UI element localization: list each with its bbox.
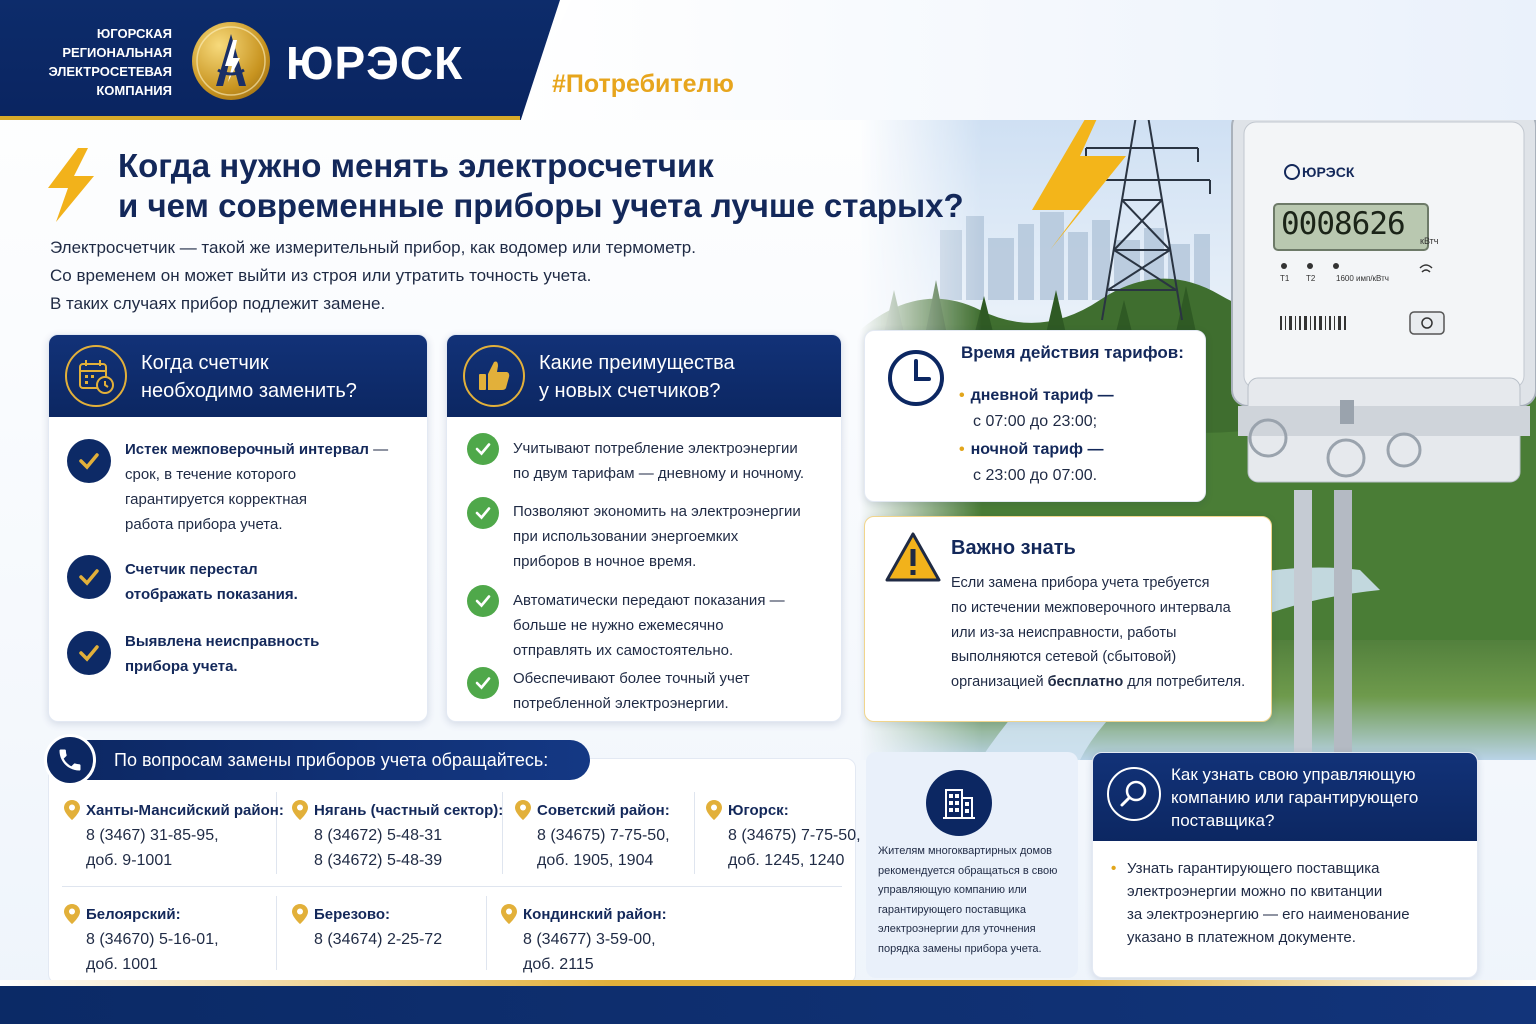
intro-line: Со временем он может выйти из строя или утратить точность учета. <box>50 266 592 285</box>
benefit-line: Позволяют экономить на электроэнергии <box>513 503 801 520</box>
calendar-clock-icon <box>65 345 127 407</box>
replace-reason-line: гарантируется корректная <box>125 491 307 508</box>
contact-kondinsky <box>523 902 667 977</box>
phone-icon <box>44 734 96 786</box>
location-pin-icon <box>64 800 80 820</box>
important-card <box>864 516 1272 722</box>
benefit-line: Автоматически передают показания — <box>513 592 785 609</box>
replace-reason-interval <box>125 437 425 537</box>
bullet: • <box>959 387 965 404</box>
important-text <box>951 571 1267 695</box>
replace-reason-fault <box>125 629 425 679</box>
contact-name: Кондинский район: <box>523 906 667 923</box>
meter-impulse-label: 1600 имп/кВтч <box>1336 274 1389 283</box>
day-tariff-time: с 07:00 до 23:00; <box>973 413 1098 430</box>
location-pin-icon <box>515 800 531 820</box>
management-line: за электроэнергию — его наименование <box>1127 906 1410 923</box>
important-line: организацией <box>951 674 1048 691</box>
intro-line: В таких случаях прибор подлежит замене. <box>50 294 386 313</box>
benefit-line: при использовании энергоемких <box>513 528 739 545</box>
divider <box>62 886 842 887</box>
benefits-card-title-line: у новых счетчиков? <box>539 380 721 402</box>
meter-unit: кВтч <box>1420 236 1439 246</box>
contact-name: Ханты-Мансийский район: <box>86 802 284 819</box>
contact-phone: 8 (34675) 7-75-50, <box>537 827 670 844</box>
benefit-line: приборов в ночное время. <box>513 553 697 570</box>
contact-beloyarsky <box>86 902 219 977</box>
contact-name: Нягань (частный сектор): <box>314 802 504 819</box>
contact-phone: 8 (34672) 5-48-31 <box>314 827 443 844</box>
management-line: электроэнергии можно по квитанции <box>1127 883 1383 900</box>
benefit-line: потребленной электроэнергии. <box>513 695 729 712</box>
contacts-title: По вопросам замены приборов учета обращайтесь: <box>48 740 590 780</box>
bullet: • <box>1111 860 1117 877</box>
benefit-line: Учитывают потребление электроэнергии <box>513 440 798 457</box>
divider <box>486 896 487 970</box>
divider <box>694 792 695 874</box>
replace-reason-bold: Счетчик перестал <box>125 561 258 578</box>
benefit-line: отправлять их самостоятельно. <box>513 642 734 659</box>
warning-icon <box>885 531 941 583</box>
important-title: Важно знать <box>951 537 1076 559</box>
check-icon <box>467 667 499 699</box>
contact-phone: доб. 9-1001 <box>86 852 173 869</box>
contact-phone: 8 (34677) 3-59-00, <box>523 931 656 948</box>
company-name <box>30 24 172 100</box>
replace-reason-line: работа прибора учета. <box>125 516 283 533</box>
benefit-item <box>513 666 833 716</box>
apartment-residents-line: Жителям многоквартирных домов <box>878 845 1053 857</box>
night-tariff-label: ночной тариф — <box>970 441 1104 458</box>
meter-reading: 0008626 <box>1281 206 1405 242</box>
contact-sovetsky <box>537 798 670 873</box>
contact-name: Березово: <box>314 906 391 923</box>
contact-phone: доб. 2115 <box>523 956 594 973</box>
meter-t1-label: T1 <box>1280 274 1290 283</box>
building-icon <box>926 770 992 836</box>
location-pin-icon <box>292 800 308 820</box>
apartment-residents-line: порядка замены прибора учета. <box>878 942 1042 955</box>
benefit-line: Обеспечивают более точный учет <box>513 670 750 687</box>
company-name-line: РЕГИОНАЛЬНАЯ <box>62 45 172 60</box>
replace-card <box>48 334 428 722</box>
replace-reason-bold: отображать показания. <box>125 586 298 603</box>
meter-t2-label: T2 <box>1306 274 1316 283</box>
replace-reason-no-display <box>125 557 425 607</box>
benefits-card-header <box>447 335 841 417</box>
important-line: или из-за неисправности, работы <box>951 624 1177 641</box>
management-card-title-line: компанию или гарантирующего <box>1171 788 1419 807</box>
contact-phone: доб. 1001 <box>86 956 158 973</box>
benefits-card-title-line: Какие преимущества <box>539 352 735 374</box>
check-icon <box>67 555 111 599</box>
important-bold-free: бесплатно <box>1047 674 1124 691</box>
night-tariff-time: с 23:00 до 07:00. <box>973 467 1098 484</box>
contact-berezovo <box>314 902 442 952</box>
company-name-line: ЮГОРСКАЯ <box>96 26 172 41</box>
intro-text <box>50 234 830 318</box>
replace-card-title <box>141 349 357 405</box>
contact-khanty-mansiysk <box>86 798 284 873</box>
replace-card-header <box>49 335 427 417</box>
header-gold-stripe <box>0 116 520 120</box>
apartment-residents-text <box>878 842 1074 959</box>
location-pin-icon <box>706 800 722 820</box>
meter-brand: ЮРЭСК <box>1302 164 1355 180</box>
check-icon <box>467 433 499 465</box>
clock-icon <box>885 347 947 409</box>
contact-name: Советский район: <box>537 802 670 819</box>
contact-phone: 8 (3467) 31-85-95, <box>86 827 219 844</box>
contact-phone: 8 (34672) 5-48-39 <box>314 852 443 869</box>
hashtag: #Потребителю <box>552 70 734 98</box>
benefit-item <box>513 588 833 663</box>
apartment-residents-line: гарантирующего поставщика <box>878 903 1026 916</box>
important-line: Если замена прибора учета требуется <box>951 575 1210 591</box>
day-tariff-label: дневной тариф — <box>970 387 1114 404</box>
important-line: по истечении межповерочного интервала <box>951 599 1231 616</box>
check-icon <box>467 585 499 617</box>
tariff-title: Время действия тарифов: <box>961 343 1184 362</box>
company-logo-icon <box>192 22 270 100</box>
thumbs-up-icon <box>463 345 525 407</box>
page-title-line: и чем современные приборы учета лучше старых? <box>118 187 964 224</box>
intro-line: Электросчетчик — такой же измерительный прибор, как водомер или термометр. <box>50 238 696 257</box>
benefit-item <box>513 499 833 574</box>
management-card-title <box>1171 763 1418 832</box>
bullet: • <box>959 441 965 458</box>
replace-card-title-line: необходимо заменить? <box>141 380 357 402</box>
tariff-list <box>959 383 1114 489</box>
replace-reason-bold: Истек межповерочный интервал <box>125 441 369 458</box>
company-name-line: КОМПАНИЯ <box>96 83 172 98</box>
contact-phone: доб. 1245, 1240 <box>728 852 845 869</box>
location-pin-icon <box>501 904 517 924</box>
benefits-card <box>446 334 842 722</box>
apartment-residents-line: электроэнергии для уточнения <box>878 923 1036 935</box>
header-background-light <box>520 0 1536 120</box>
apartment-residents-line: рекомендуется обращаться в свою <box>878 864 1058 877</box>
replace-reason-bold: прибора учета. <box>125 658 238 675</box>
benefit-line: по двум тарифам — дневному и ночному. <box>513 465 804 482</box>
important-line: выполняются сетевой (сбытовой) <box>951 649 1177 666</box>
management-card-header <box>1093 753 1477 841</box>
management-card-text <box>1111 857 1457 949</box>
important-line: для потребителя. <box>1123 674 1246 691</box>
brand-name: ЮРЭСК <box>286 37 464 89</box>
management-line: Узнать гарантирующего поставщика <box>1127 860 1380 877</box>
contact-yugorsk <box>728 798 861 873</box>
benefit-line: больше не нужно ежемесячно <box>513 617 724 634</box>
apartment-residents-line: управляющую компанию или <box>878 884 1027 896</box>
check-icon <box>67 439 111 483</box>
lightning-bolt-icon <box>44 148 98 222</box>
divider <box>276 896 277 970</box>
contact-phone: 8 (34674) 2-25-72 <box>314 931 443 948</box>
contact-name: Белоярский: <box>86 906 181 923</box>
benefits-card-title <box>539 349 735 405</box>
company-name-line: ЭЛЕКТРОСЕТЕВАЯ <box>48 64 172 79</box>
replace-reason-bold: Выявлена неисправность <box>125 633 320 650</box>
check-icon <box>67 631 111 675</box>
electricity-meter <box>1232 120 1536 482</box>
location-pin-icon <box>64 904 80 924</box>
footer-band <box>0 986 1536 1024</box>
management-card-title-line: поставщика? <box>1171 811 1275 830</box>
page-title <box>118 146 1018 226</box>
tariff-card <box>864 330 1206 502</box>
contact-nyagan <box>314 798 503 873</box>
location-pin-icon <box>292 904 308 924</box>
contact-phone: 8 (34670) 5-16-01, <box>86 931 219 948</box>
benefit-item <box>513 436 833 486</box>
management-card-title-line: Как узнать свою управляющую <box>1171 765 1416 784</box>
search-icon <box>1107 767 1161 821</box>
contact-phone: 8 (34675) 7-75-50, <box>728 827 861 844</box>
page-title-line: Когда нужно менять электросчетчик <box>118 147 714 184</box>
check-icon <box>467 497 499 529</box>
replace-reason-line: срок, в течение которого <box>125 466 297 483</box>
replace-card-title-line: Когда счетчик <box>141 352 269 374</box>
management-company-card <box>1092 752 1478 978</box>
contact-name: Югорск: <box>728 802 789 819</box>
management-line: указано в платежном документе. <box>1127 929 1356 946</box>
replace-reason-dash: — <box>368 441 389 458</box>
contact-phone: доб. 1905, 1904 <box>537 852 654 869</box>
